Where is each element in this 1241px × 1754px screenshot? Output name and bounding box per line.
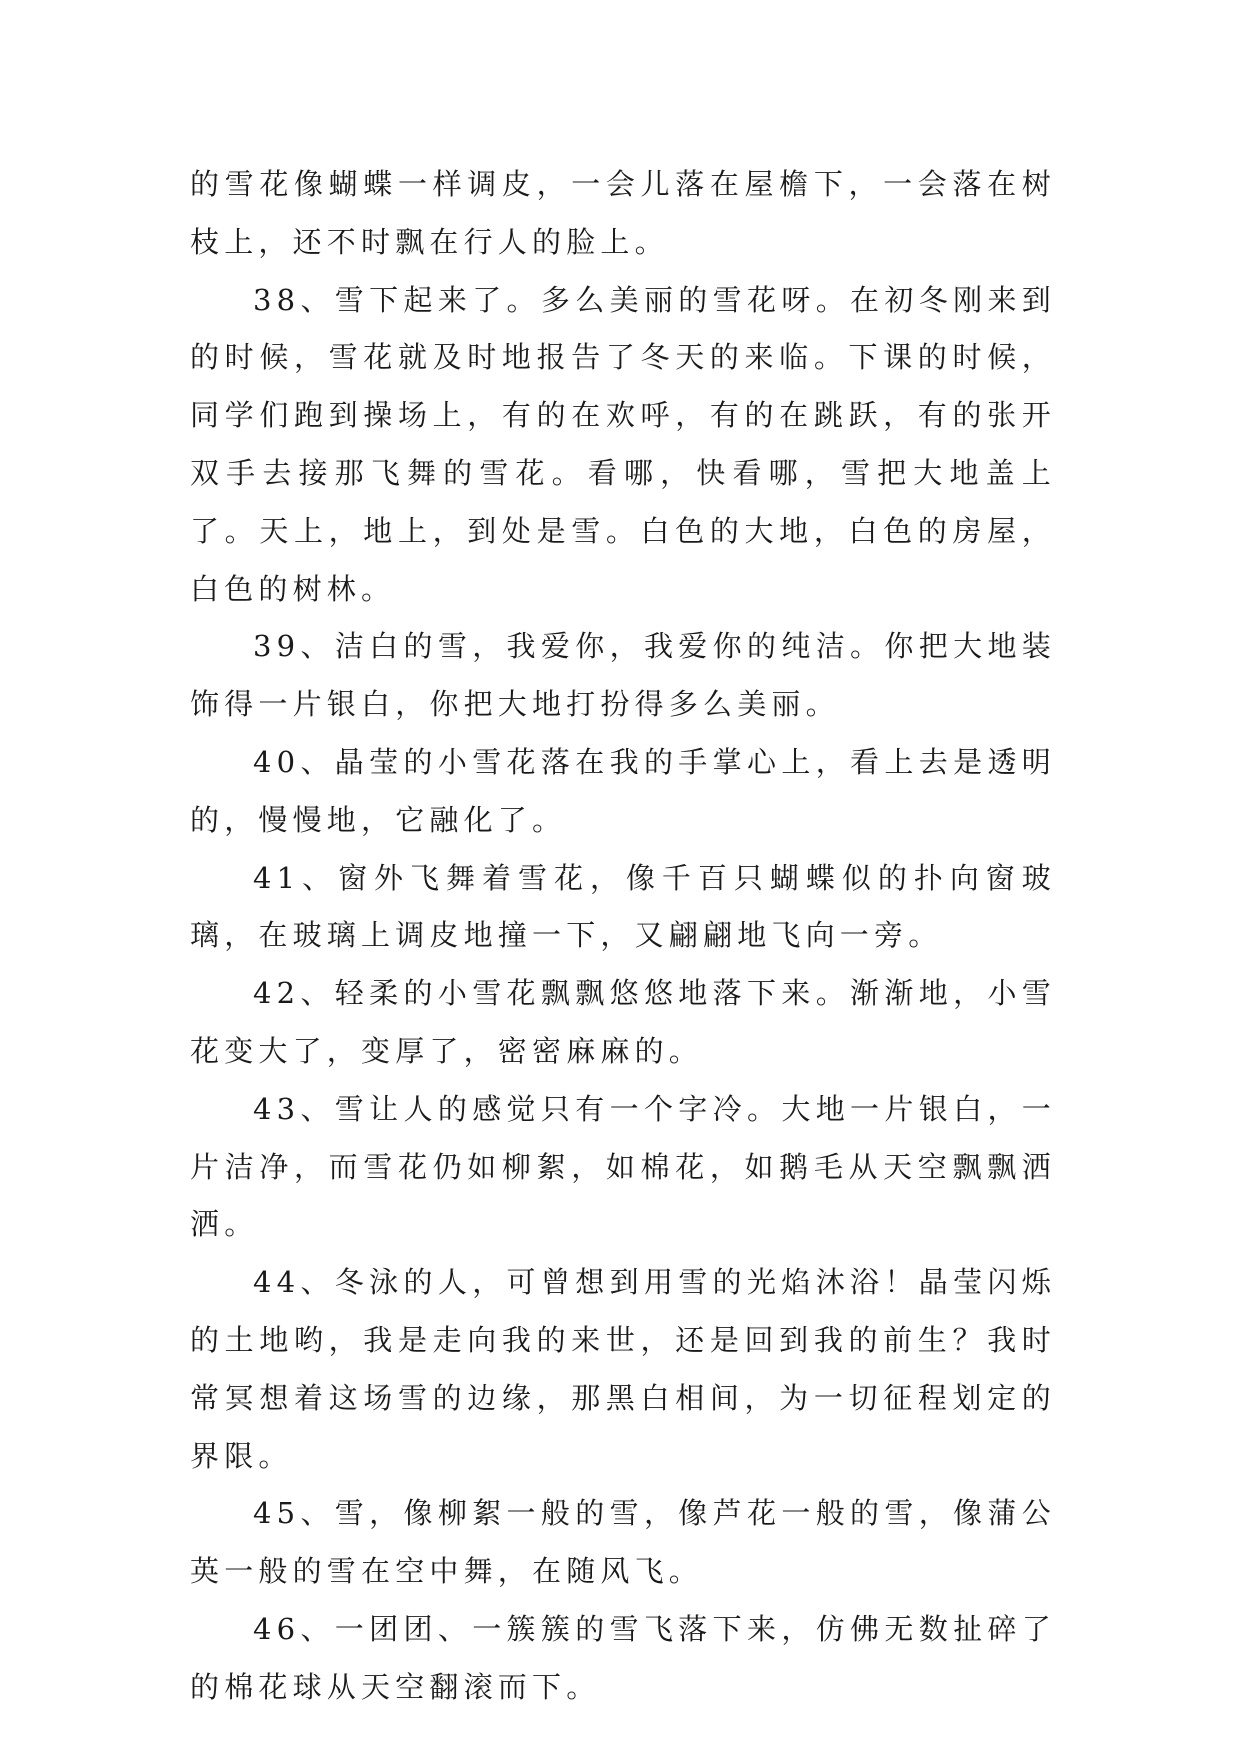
document-body [190, 156, 1056, 1717]
paragraph-44: 44、冬泳的人，可曾想到用雪的光焰沐浴！晶莹闪烁的土地哟，我是走向我的来世，还是回到我的前生？我时常冥想着这场雪的边缘，那黑白相间，为一切征程划定的界限。 [190, 1265, 1056, 1473]
paragraph-42: 42、轻柔的小雪花飘飘悠悠地落下来。渐渐地，小雪花变大了，变厚了，密密麻麻的。 [190, 976, 1056, 1068]
paragraph-38: 38、雪下起来了。多么美丽的雪花呀。在初冬刚来到的时候，雪花就及时地报告了冬天的来临。下课的时候，同学们跑到操场上，有的在欢呼，有的在跳跃，有的张开双手去接那飞舞的雪花。看哪，快看哪，雪把大地盖上了。天上，地上，到处是雪。白色的大地，白色的房屋，白色的树林。 [190, 282, 1056, 606]
paragraph-39: 39、洁白的雪，我爱你，我爱你的纯洁。你把大地装饰得一片银白，你把大地打扮得多么美丽。 [190, 629, 1056, 722]
paragraph-continued: 的雪花像蝴蝶一样调皮，一会儿落在屋檐下，一会落在树枝上，还不时飘在行人的脸上。 [190, 167, 1056, 259]
paragraph-41: 41、窗外飞舞着雪花，像千百只蝴蝶似的扑向窗玻璃，在玻璃上调皮地撞一下，又翩翩地飞向一旁。 [190, 860, 1056, 953]
paragraph-46: 46、一团团、一簇簇的雪飞落下来，仿佛无数扯碎了的棉花球从天空翻滚而下。 [190, 1611, 1056, 1704]
paragraph-45: 45、雪，像柳絮一般的雪，像芦花一般的雪，像蒲公英一般的雪在空中舞，在随风飞。 [190, 1496, 1056, 1589]
paragraph-40: 40、晶莹的小雪花落在我的手掌心上，看上去是透明的，慢慢地，它融化了。 [190, 744, 1056, 837]
paragraph-43: 43、雪让人的感觉只有一个字冷。大地一片银白，一片洁净，而雪花仍如柳絮，如棉花，如鹅毛从天空飘飘洒洒。 [190, 1091, 1056, 1242]
